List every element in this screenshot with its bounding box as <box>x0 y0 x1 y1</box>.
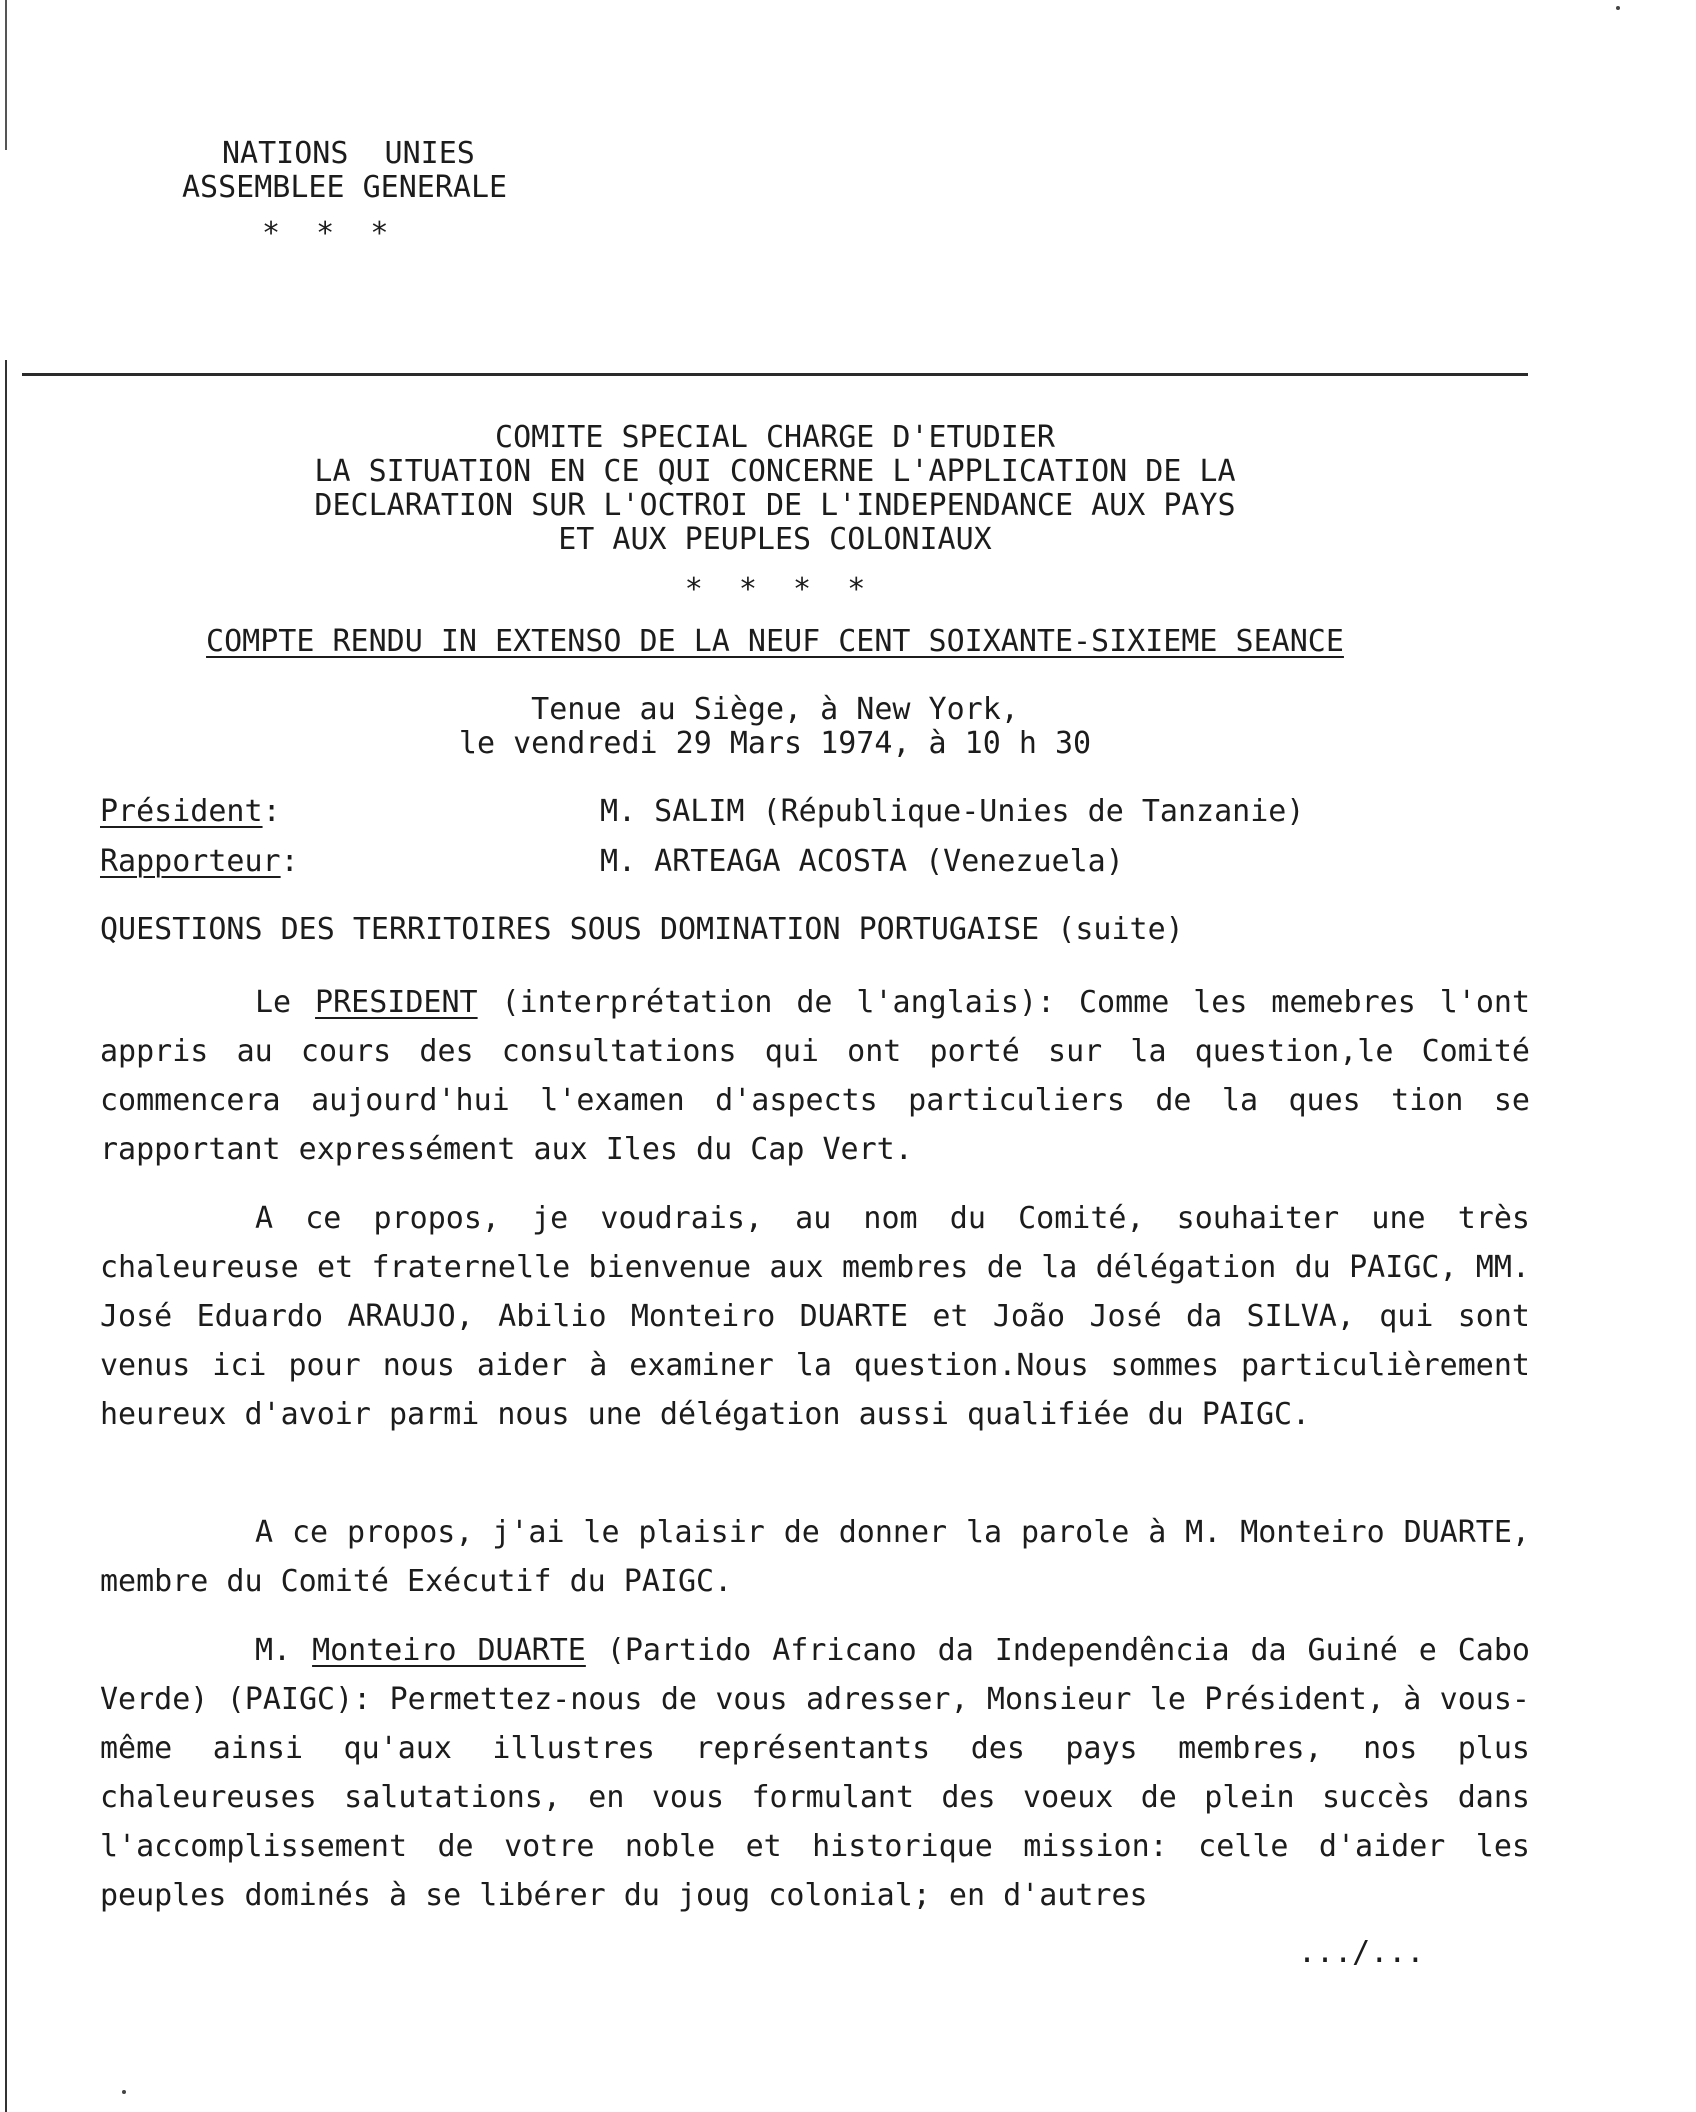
committee-line-2: LA SITUATION EN CE QUI CONCERNE L'APPLICATION DE LA <box>314 454 1236 489</box>
org-body: ASSEMBLEE GENERALE <box>182 170 508 205</box>
president-label-row <box>100 794 281 829</box>
page-edge-top <box>5 0 7 150</box>
p1-speaker: PRESIDENT <box>315 985 478 1020</box>
committee-line-4: ET AUX PEUPLES COLONIAUX <box>558 522 992 557</box>
president-label: Président <box>100 794 263 829</box>
paragraph-3 <box>100 1508 1530 1606</box>
committee-line-1: COMITE SPECIAL CHARGE D'ETUDIER <box>495 420 1055 455</box>
p1-text: (interprétation de l'anglais): Comme les memebres l'ont appris au cours des consultations qui ont porté sur la question,le Comité commencera aujourd'hui l'examen d'aspects particuliers de la ques tion se rapportant expressément aux Iles du Cap Vert. <box>100 985 1531 1167</box>
held-date: le vendredi 29 Mars 1974, à 10 h 30 <box>458 726 1092 761</box>
scan-speck <box>122 2090 126 2094</box>
record-title: COMPTE RENDU IN EXTENSO DE LA NEUF CENT SOIXANTE-SIXIEME SEANCE <box>206 624 1344 659</box>
committee-stars: * * * * <box>684 572 866 607</box>
paragraph-1 <box>100 978 1530 1174</box>
rapporteur-colon: : <box>280 844 299 879</box>
page-edge-left <box>5 360 7 2112</box>
p4-speaker: Monteiro DUARTE <box>312 1633 586 1668</box>
p1-pre: Le <box>255 985 316 1020</box>
paragraph-4 <box>100 1626 1530 1920</box>
rapporteur-label-row <box>100 844 299 879</box>
president-value: M. SALIM (République-Unies de Tanzanie) <box>600 794 1305 829</box>
committee-line-3: DECLARATION SUR L'OCTROI DE L'INDEPENDANCE AUX PAYS <box>314 488 1236 523</box>
rapporteur-value: M. ARTEAGA ACOSTA (Venezuela) <box>600 844 1124 879</box>
header-rule <box>22 373 1528 376</box>
p2-text: A ce propos, je voudrais, au nom du Comité, souhaiter une très chaleureuse et fraternelle bienvenue aux membres de la délégation du PAIGC, MM. José Eduardo ARAUJO, Abilio Monteiro DUARTE et João José da SILVA, qui sont venus ici pour nous aider à examiner la question.Nous sommes particulièrement heureux d'avoir parmi nous une délégation aussi qualifiée du PAIGC. <box>100 1201 1530 1432</box>
president-colon: : <box>262 794 281 829</box>
rapporteur-label: Rapporteur <box>100 844 281 879</box>
p4-text: (Partido Africano da Independência da Guiné e Cabo Verde) (PAIGC): Permettez-nous de vous adresser, Monsieur le Président, à vous-même ainsi qu'aux illustres représentants des pays membres, nos plus chaleureuses salutations, en vous formulant des voeux de plein succès dans l'accomplissement de votre noble et historique mission: celle d'aider les peuples dominés à se libérer du joug colonial; en d'autres <box>100 1633 1530 1913</box>
held-at: Tenue au Siège, à New York, <box>531 692 1019 727</box>
org-name: NATIONS UNIES <box>222 136 475 171</box>
continuation-mark: .../... <box>1298 1935 1425 1970</box>
p4-pre: M. <box>255 1633 313 1668</box>
paragraph-2 <box>100 1194 1530 1439</box>
org-stars: * * * <box>262 216 389 251</box>
scan-speck <box>1616 6 1620 10</box>
agenda-item: QUESTIONS DES TERRITOIRES SOUS DOMINATION PORTUGAISE (suite) <box>100 912 1184 947</box>
p3-text: A ce propos, j'ai le plaisir de donner la parole à M. Monteiro DUARTE, membre du Comité Exécutif du PAIGC. <box>100 1515 1530 1599</box>
